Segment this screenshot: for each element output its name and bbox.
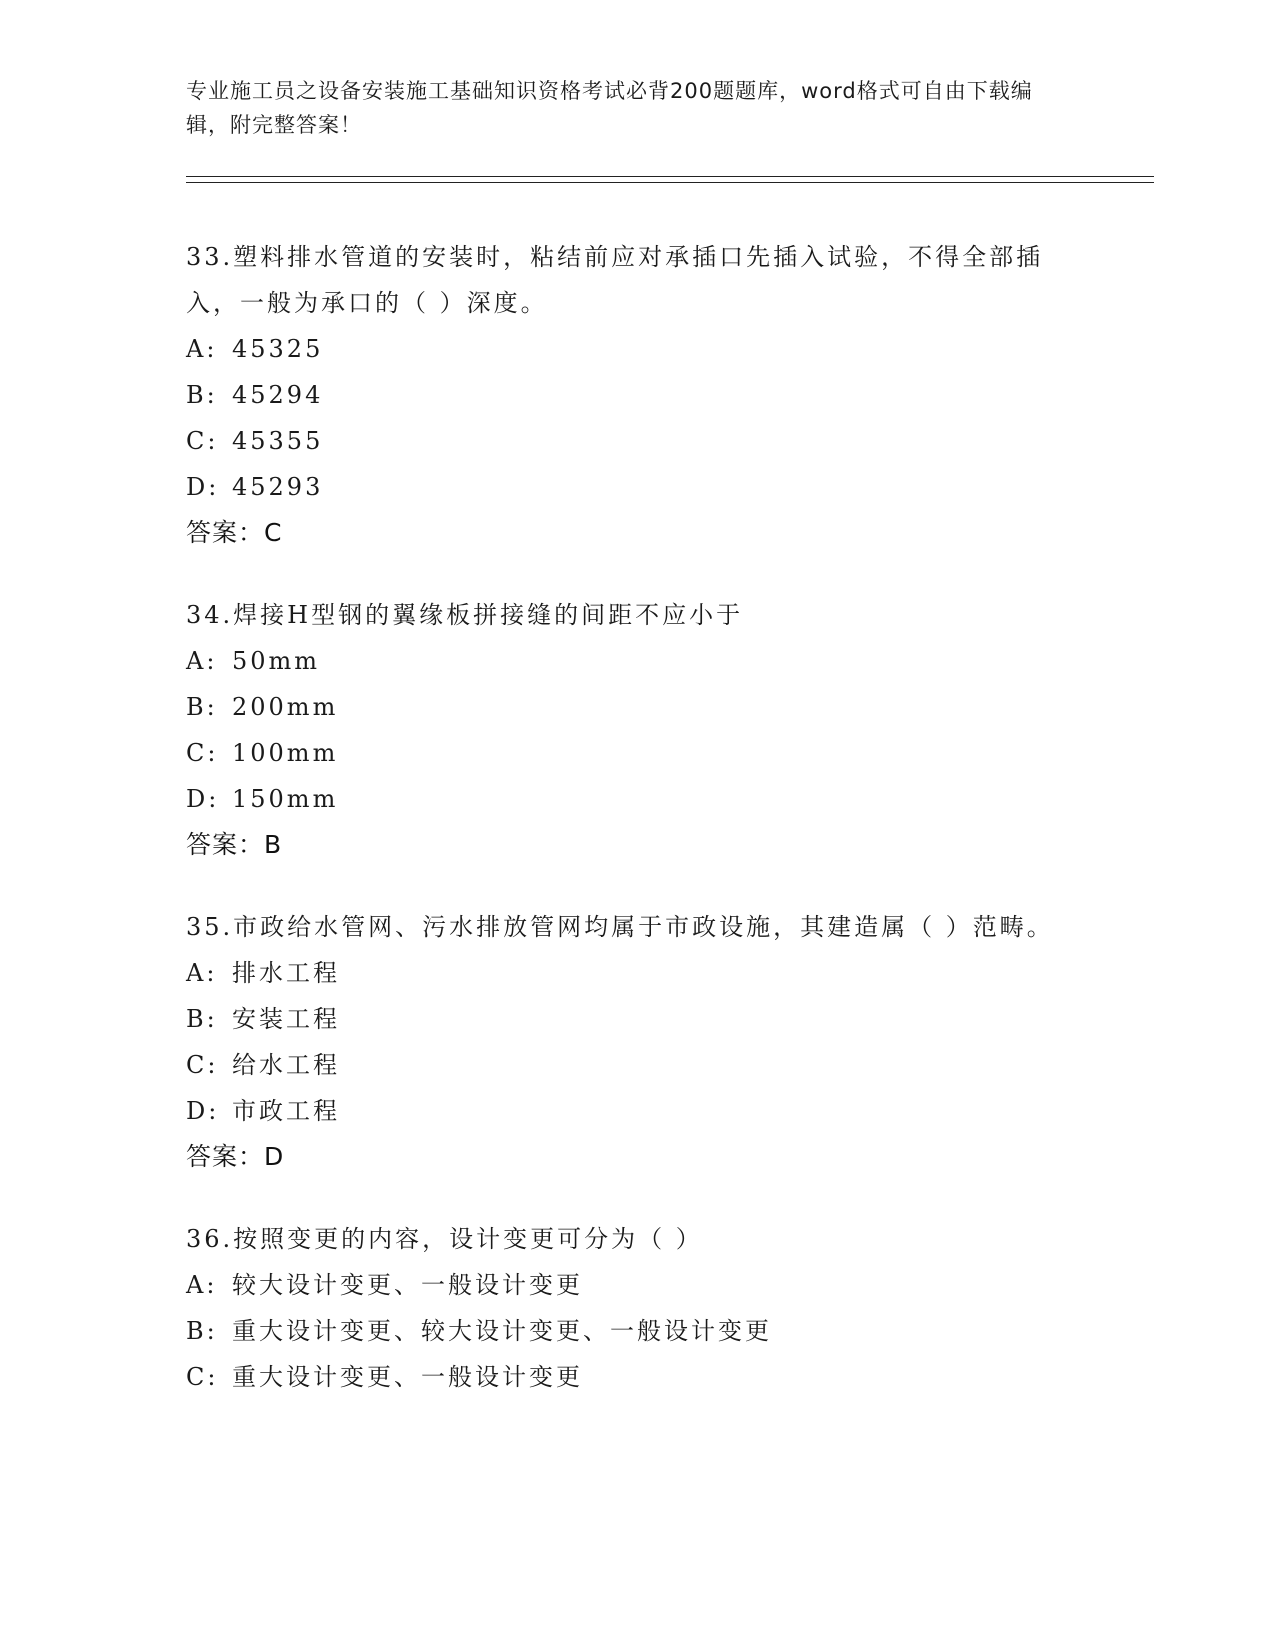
option-label: B:	[186, 1317, 218, 1345]
option-text: 排水工程	[232, 959, 340, 987]
option-d	[186, 1088, 1086, 1134]
option-text: 200mm	[232, 693, 339, 721]
option-label: C:	[186, 427, 219, 455]
question-item	[186, 234, 1086, 556]
question-list	[186, 234, 1086, 1436]
option-d	[186, 464, 1086, 510]
question-stem: 35.市政给水管网、污水排放管网均属于市政设施，其建造属（ ）范畴。	[186, 913, 1054, 941]
answer-prefix: 答案：	[186, 1142, 265, 1171]
option-a	[186, 326, 1086, 372]
option-label: C:	[186, 739, 219, 767]
option-d	[186, 776, 1086, 822]
header-divider-top	[186, 176, 1154, 177]
option-text: 100mm	[232, 739, 339, 767]
option-a	[186, 638, 1086, 684]
question-item	[186, 904, 1086, 1180]
header-divider-bottom	[186, 182, 1154, 183]
option-label: A:	[186, 959, 218, 987]
option-text: 重大设计变更、一般设计变更	[232, 1363, 583, 1391]
answer-prefix: 答案：	[186, 830, 265, 859]
option-c	[186, 418, 1086, 464]
option-label: B:	[186, 693, 218, 721]
option-b	[186, 996, 1086, 1042]
question-item	[186, 592, 1086, 868]
question-item	[186, 1216, 1086, 1400]
answer-line	[186, 510, 1086, 556]
document-header: 专业施工员之设备安装施工基础知识资格考试必背200题题库，word格式可自由下载编辑，附完整答案！	[186, 79, 1033, 137]
option-label: A:	[186, 647, 218, 675]
option-c	[186, 730, 1086, 776]
question-stem: 36.按照变更的内容，设计变更可分为（ ）	[186, 1225, 703, 1253]
option-text: 较大设计变更、一般设计变更	[232, 1271, 583, 1299]
option-b	[186, 1308, 1086, 1354]
option-label: C:	[186, 1051, 219, 1079]
option-a	[186, 1262, 1086, 1308]
question-stem: 33.塑料排水管道的安装时，粘结前应对承插口先插入试验，不得全部插入，一般为承口的（ ）深度。	[186, 243, 1044, 317]
option-label: D:	[186, 785, 220, 813]
question-stem: 34.焊接H型钢的翼缘板拼接缝的间距不应小于	[186, 601, 744, 629]
option-c	[186, 1042, 1086, 1088]
option-b	[186, 372, 1086, 418]
option-text: 50mm	[232, 647, 321, 675]
option-label: D:	[186, 473, 220, 501]
answer-line	[186, 822, 1086, 868]
option-label: A:	[186, 1271, 218, 1299]
option-text: 安装工程	[232, 1005, 340, 1033]
option-label: C:	[186, 1363, 219, 1391]
answer-prefix: 答案：	[186, 518, 265, 547]
option-a	[186, 950, 1086, 996]
option-label: B:	[186, 1005, 218, 1033]
answer-value: D	[264, 1142, 285, 1171]
answer-value: B	[264, 830, 283, 859]
option-text: 45293	[232, 473, 324, 501]
answer-value: C	[264, 518, 283, 547]
option-c	[186, 1354, 1086, 1400]
option-text: 45325	[232, 335, 324, 363]
option-label: B:	[186, 381, 218, 409]
option-text: 45355	[232, 427, 324, 455]
option-text: 重大设计变更、较大设计变更、一般设计变更	[232, 1317, 772, 1345]
option-text: 45294	[232, 381, 324, 409]
option-b	[186, 684, 1086, 730]
answer-line	[186, 1134, 1086, 1180]
option-text: 给水工程	[232, 1051, 340, 1079]
option-text: 150mm	[232, 785, 339, 813]
option-label: D:	[186, 1097, 220, 1125]
option-text: 市政工程	[232, 1097, 340, 1125]
option-label: A:	[186, 335, 218, 363]
